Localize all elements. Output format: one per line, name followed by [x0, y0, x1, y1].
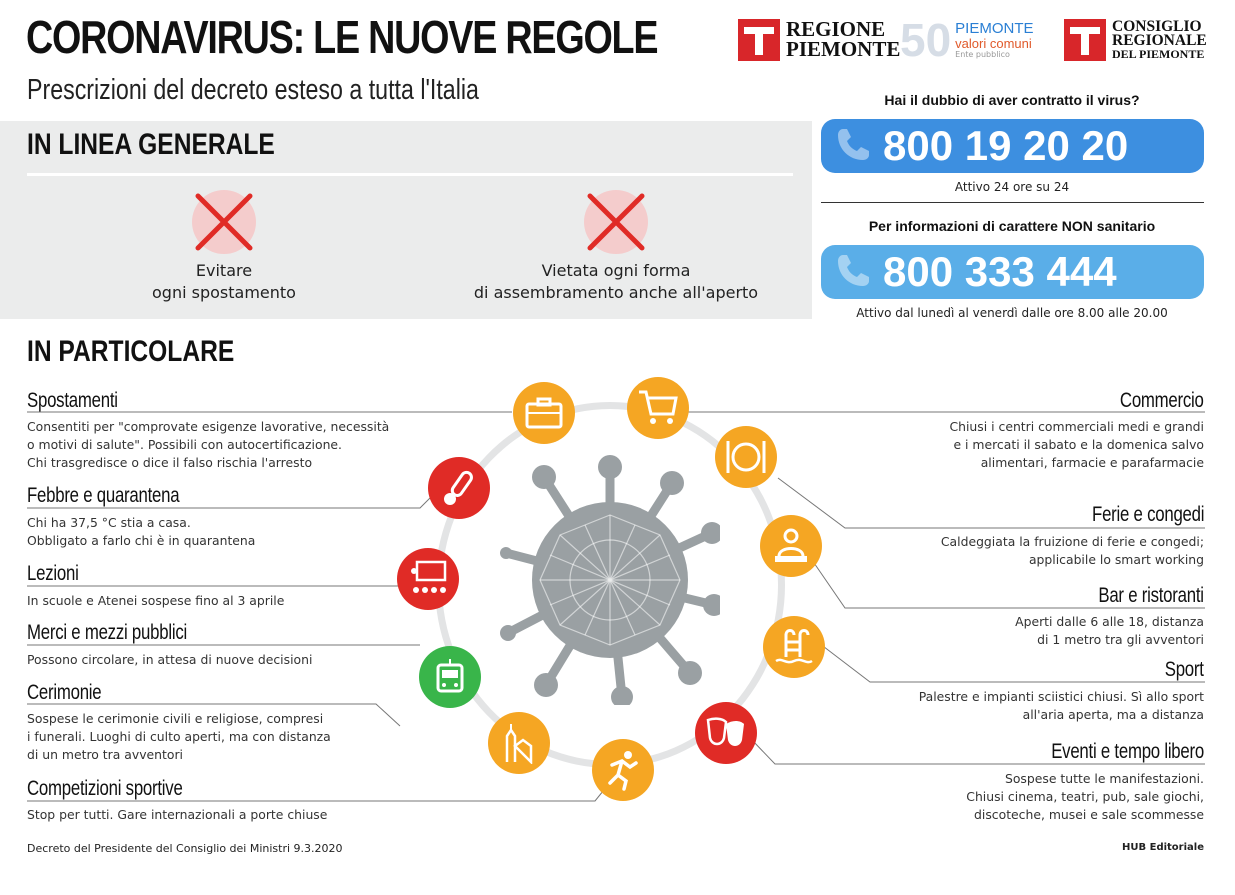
topic-commercio-title: Commercio [1120, 389, 1204, 412]
topic-competizioni-text: Stop per tutti. Gare internazionali a porte chiuse [27, 807, 328, 822]
hotline-note-2: Attivo dal lunedì al venerdì dalle ore 8.00 alle 20.00 [856, 306, 1168, 320]
page-title: CORONAVIRUS: LE NUOVE REGOLE [26, 11, 658, 63]
topic-lezioni-title: Lezioni [27, 562, 79, 585]
topic-bar-title: Bar e ristoranti [1098, 584, 1204, 607]
cart-icon [627, 377, 689, 439]
particular-heading: IN PARTICOLARE [27, 335, 235, 368]
office-worker-icon [760, 515, 822, 577]
topic-eventi-text: Sospese tutte le manifestazioni. Chiusi cinema, teatri, pub, sale giochi, discoteche, musei e sale scommesse [966, 771, 1204, 822]
theatre-masks-icon [695, 702, 757, 764]
pool-ladder-icon [763, 616, 825, 678]
church-icon [488, 712, 550, 774]
topic-competizioni-title: Competizioni sportive [27, 777, 183, 800]
footer-source: Decreto del Presidente del Consiglio dei Ministri 9.3.2020 [27, 842, 343, 855]
general-item-gatherings: Vietata ogni forma di assembramento anche all'aperto [473, 261, 759, 302]
plate-cutlery-icon [715, 426, 777, 488]
topic-sport-text: Palestre e impianti sciistici chiusi. Sì allo sport all'aria aperta, ma a distanza [918, 689, 1204, 722]
virus-icon [500, 455, 720, 705]
topic-spostamenti-title: Spostamenti [27, 389, 118, 412]
topic-merci-title: Merci e mezzi pubblici [27, 621, 187, 644]
logo-consiglio-regionale: CONSIGLIO REGIONALE DEL PIEMONTE [1064, 18, 1207, 62]
topic-ferie-text: Caldeggiata la fruizione di ferie e congedi; applicabile lo smart working [940, 534, 1204, 567]
page-subtitle: Prescrizioni del decreto esteso a tutta l'Italia [27, 74, 479, 106]
topic-cerimonie-text: Sospese le cerimonie civili e religiose, compresi i funerali. Luoghi di culto aperti, ma con distanza di un metro tra avventori [27, 711, 331, 762]
topic-febbre-text: Chi ha 37,5 °C stia a casa. Obbligato a farlo chi è in quarantena [27, 515, 256, 548]
topic-commercio-text: Chiusi i centri commerciali medi e grandi e i mercati il sabato e la domenica salvo alimentari, farmacie e parafarmacie [949, 419, 1204, 470]
classroom-icon [397, 548, 459, 610]
tram-icon [419, 646, 481, 708]
thermometer-icon [428, 457, 490, 519]
topic-spostamenti-text: Consentiti per "comprovate esigenze lavorative, necessità o motivi di salute". Possibili con autocertificazione. Chi trasgredisce o dice il falso rischia l'arresto [27, 419, 390, 470]
hotline-question-2: Per informazioni di carattere NON sanitario [868, 218, 1156, 234]
hotline-number-1[interactable]: 800 19 20 20 [883, 122, 1129, 169]
general-item-travel: Evitare ogni spostamento [152, 261, 296, 302]
topic-bar-text: Aperti dalle 6 alle 18, distanza di 1 metro tra gli avventori [1015, 614, 1204, 647]
topic-lezioni-text: In scuole e Atenei sospese fino al 3 aprile [27, 593, 285, 608]
topic-febbre-title: Febbre e quarantena [27, 484, 180, 507]
logo-piemonte-50: 50 PIEMONTE valori comuni Ente pubblico [900, 14, 1034, 66]
footer-credit: HUB Editoriale [1122, 842, 1204, 853]
hotline-question-1: Hai il dubbio di aver contratto il virus? [884, 92, 1140, 108]
hotline-note-1: Attivo 24 ore su 24 [954, 180, 1070, 194]
hotline-number-2[interactable]: 800 333 444 [883, 248, 1117, 295]
topic-eventi-title: Eventi e tempo libero [1051, 740, 1204, 763]
topic-merci-text: Possono circolare, in attesa di nuove decisioni [27, 652, 313, 667]
logo-regione-piemonte: REGIONE PIEMONTE [738, 18, 900, 62]
topic-ferie-title: Ferie e congedi [1091, 503, 1204, 526]
topic-cerimonie-title: Cerimonie [27, 681, 102, 704]
topic-sport-title: Sport [1165, 658, 1204, 681]
runner-icon [592, 739, 654, 801]
general-heading: IN LINEA GENERALE [27, 128, 275, 161]
briefcase-icon [513, 382, 575, 444]
